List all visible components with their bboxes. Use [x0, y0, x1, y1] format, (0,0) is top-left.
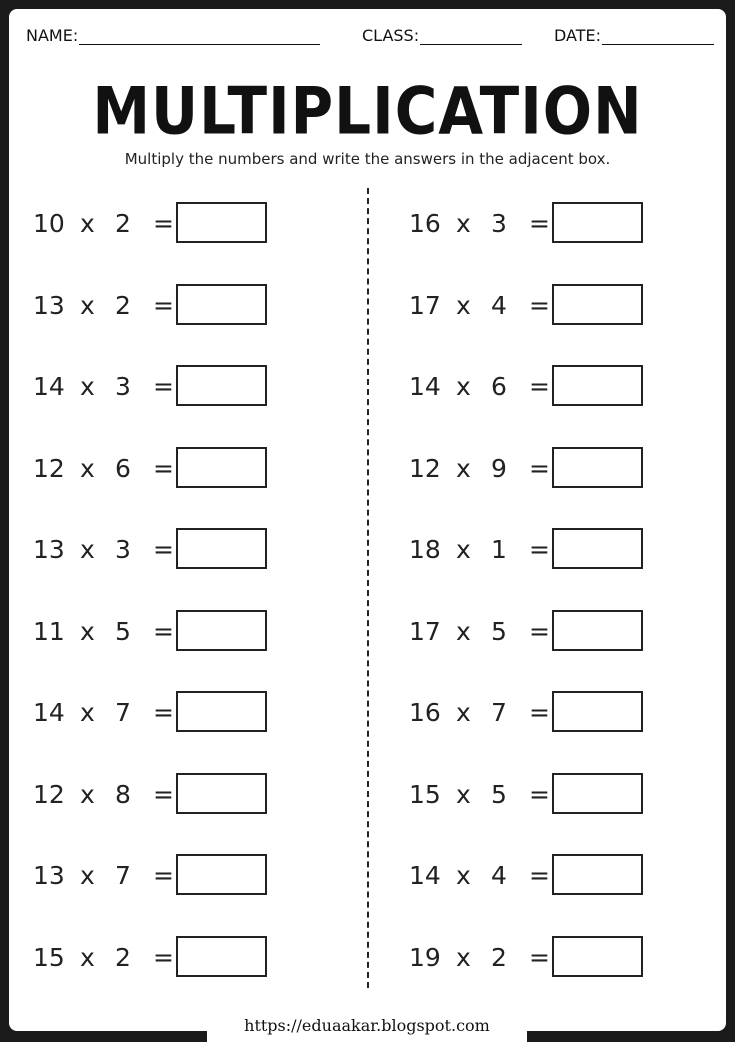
multiplicand: 16 [409, 209, 441, 238]
equals-sign: = [529, 535, 550, 564]
multiplier: 9 [491, 453, 507, 483]
problem-row [409, 447, 709, 491]
times-sign: x [456, 535, 471, 564]
multiplicand: 17 [409, 290, 441, 320]
multiplier: 8 [115, 779, 131, 809]
equals-sign: = [153, 372, 174, 401]
multiplicand: 14 [33, 372, 65, 401]
times-sign: x [80, 616, 95, 646]
name-field[interactable] [26, 25, 320, 45]
class-line[interactable] [420, 28, 522, 45]
worksheet-title: MULTIPLICATION [92, 73, 643, 150]
multiplier: 2 [115, 290, 131, 320]
multiplier: 4 [491, 290, 507, 320]
problem-row [409, 610, 709, 654]
answer-box[interactable] [552, 202, 643, 243]
answer-box[interactable] [552, 284, 643, 325]
equals-sign: = [153, 698, 174, 727]
equals-sign: = [529, 779, 550, 809]
times-sign: x [80, 779, 95, 809]
name-label: NAME: [26, 26, 79, 45]
times-sign: x [456, 616, 471, 646]
problem-row [409, 365, 709, 409]
multiplicand: 13 [33, 290, 65, 320]
multiplier: 7 [491, 698, 507, 727]
times-sign: x [80, 535, 95, 564]
equals-sign: = [153, 861, 174, 890]
multiplicand: 19 [409, 942, 441, 972]
problem-row [409, 202, 709, 246]
problem-row [33, 610, 333, 654]
multiplicand: 12 [33, 779, 65, 809]
equals-sign: = [529, 616, 550, 646]
equals-sign: = [529, 861, 550, 890]
answer-box[interactable] [176, 936, 267, 977]
times-sign: x [456, 372, 471, 401]
times-sign: x [80, 942, 95, 972]
problem-row [33, 528, 333, 572]
date-line[interactable] [602, 28, 714, 45]
class-label: CLASS: [362, 26, 420, 45]
times-sign: x [80, 453, 95, 483]
multiplicand: 14 [409, 372, 441, 401]
multiplier: 7 [115, 861, 131, 890]
answer-box[interactable] [552, 528, 643, 569]
problem-row [409, 284, 709, 328]
class-field[interactable] [362, 25, 522, 45]
multiplicand: 15 [33, 942, 65, 972]
problem-row [33, 447, 333, 491]
answer-box[interactable] [176, 610, 267, 651]
answer-box[interactable] [176, 284, 267, 325]
multiplier: 3 [491, 209, 507, 238]
times-sign: x [456, 861, 471, 890]
date-field[interactable] [554, 25, 714, 45]
multiplicand: 18 [409, 535, 441, 564]
instructions-text: Multiply the numbers and write the answers in the adjacent box. [124, 150, 611, 168]
answer-box[interactable] [552, 854, 643, 895]
column-divider [367, 188, 369, 988]
problem-row [33, 691, 333, 735]
multiplicand: 12 [33, 453, 65, 483]
answer-box[interactable] [552, 773, 643, 814]
multiplier: 2 [491, 942, 507, 972]
times-sign: x [456, 209, 471, 238]
answer-box[interactable] [176, 691, 267, 732]
equals-sign: = [153, 535, 174, 564]
equals-sign: = [529, 209, 550, 238]
multiplicand: 11 [33, 616, 65, 646]
problem-row [33, 936, 333, 980]
problem-row [33, 365, 333, 409]
answer-box[interactable] [552, 365, 643, 406]
answer-box[interactable] [176, 528, 267, 569]
answer-box[interactable] [176, 854, 267, 895]
multiplier: 5 [491, 616, 507, 646]
multiplier: 5 [115, 616, 131, 646]
times-sign: x [80, 698, 95, 727]
multiplicand: 16 [409, 698, 441, 727]
answer-box[interactable] [176, 447, 267, 488]
times-sign: x [80, 372, 95, 401]
problem-row [409, 691, 709, 735]
equals-sign: = [153, 209, 174, 238]
times-sign: x [80, 290, 95, 320]
equals-sign: = [153, 453, 174, 483]
answer-box[interactable] [552, 610, 643, 651]
multiplier: 3 [115, 535, 131, 564]
footer-url: https://eduaakar.blogspot.com [207, 1012, 527, 1042]
equals-sign: = [529, 698, 550, 727]
problem-row [409, 773, 709, 817]
answer-box[interactable] [552, 447, 643, 488]
answer-box[interactable] [552, 691, 643, 732]
equals-sign: = [529, 372, 550, 401]
times-sign: x [456, 453, 471, 483]
date-label: DATE: [554, 26, 602, 45]
multiplier: 4 [491, 861, 507, 890]
times-sign: x [456, 290, 471, 320]
equals-sign: = [153, 779, 174, 809]
multiplicand: 14 [409, 861, 441, 890]
times-sign: x [456, 779, 471, 809]
answer-box[interactable] [176, 365, 267, 406]
multiplier: 7 [115, 698, 131, 727]
multiplicand: 15 [409, 779, 441, 809]
problem-row [409, 854, 709, 898]
multiplier: 1 [491, 535, 507, 564]
multiplier: 6 [491, 372, 507, 401]
equals-sign: = [153, 942, 174, 972]
multiplier: 5 [491, 779, 507, 809]
multiplicand: 13 [33, 535, 65, 564]
problem-row [409, 528, 709, 572]
problem-row [33, 202, 333, 246]
multiplicand: 14 [33, 698, 65, 727]
times-sign: x [80, 861, 95, 890]
multiplicand: 10 [33, 209, 65, 238]
times-sign: x [456, 942, 471, 972]
problem-row [33, 773, 333, 817]
times-sign: x [456, 698, 471, 727]
equals-sign: = [529, 942, 550, 972]
times-sign: x [80, 209, 95, 238]
answer-box[interactable] [176, 202, 267, 243]
equals-sign: = [529, 453, 550, 483]
problem-row [33, 854, 333, 898]
multiplicand: 12 [409, 453, 441, 483]
multiplier: 3 [115, 372, 131, 401]
problem-row [409, 936, 709, 980]
multiplicand: 17 [409, 616, 441, 646]
answer-box[interactable] [552, 936, 643, 977]
equals-sign: = [153, 290, 174, 320]
multiplier: 2 [115, 209, 131, 238]
problem-row [33, 284, 333, 328]
name-line[interactable] [79, 28, 320, 45]
equals-sign: = [153, 616, 174, 646]
answer-box[interactable] [176, 773, 267, 814]
equals-sign: = [529, 290, 550, 320]
multiplicand: 13 [33, 861, 65, 890]
multiplier: 6 [115, 453, 131, 483]
multiplier: 2 [115, 942, 131, 972]
